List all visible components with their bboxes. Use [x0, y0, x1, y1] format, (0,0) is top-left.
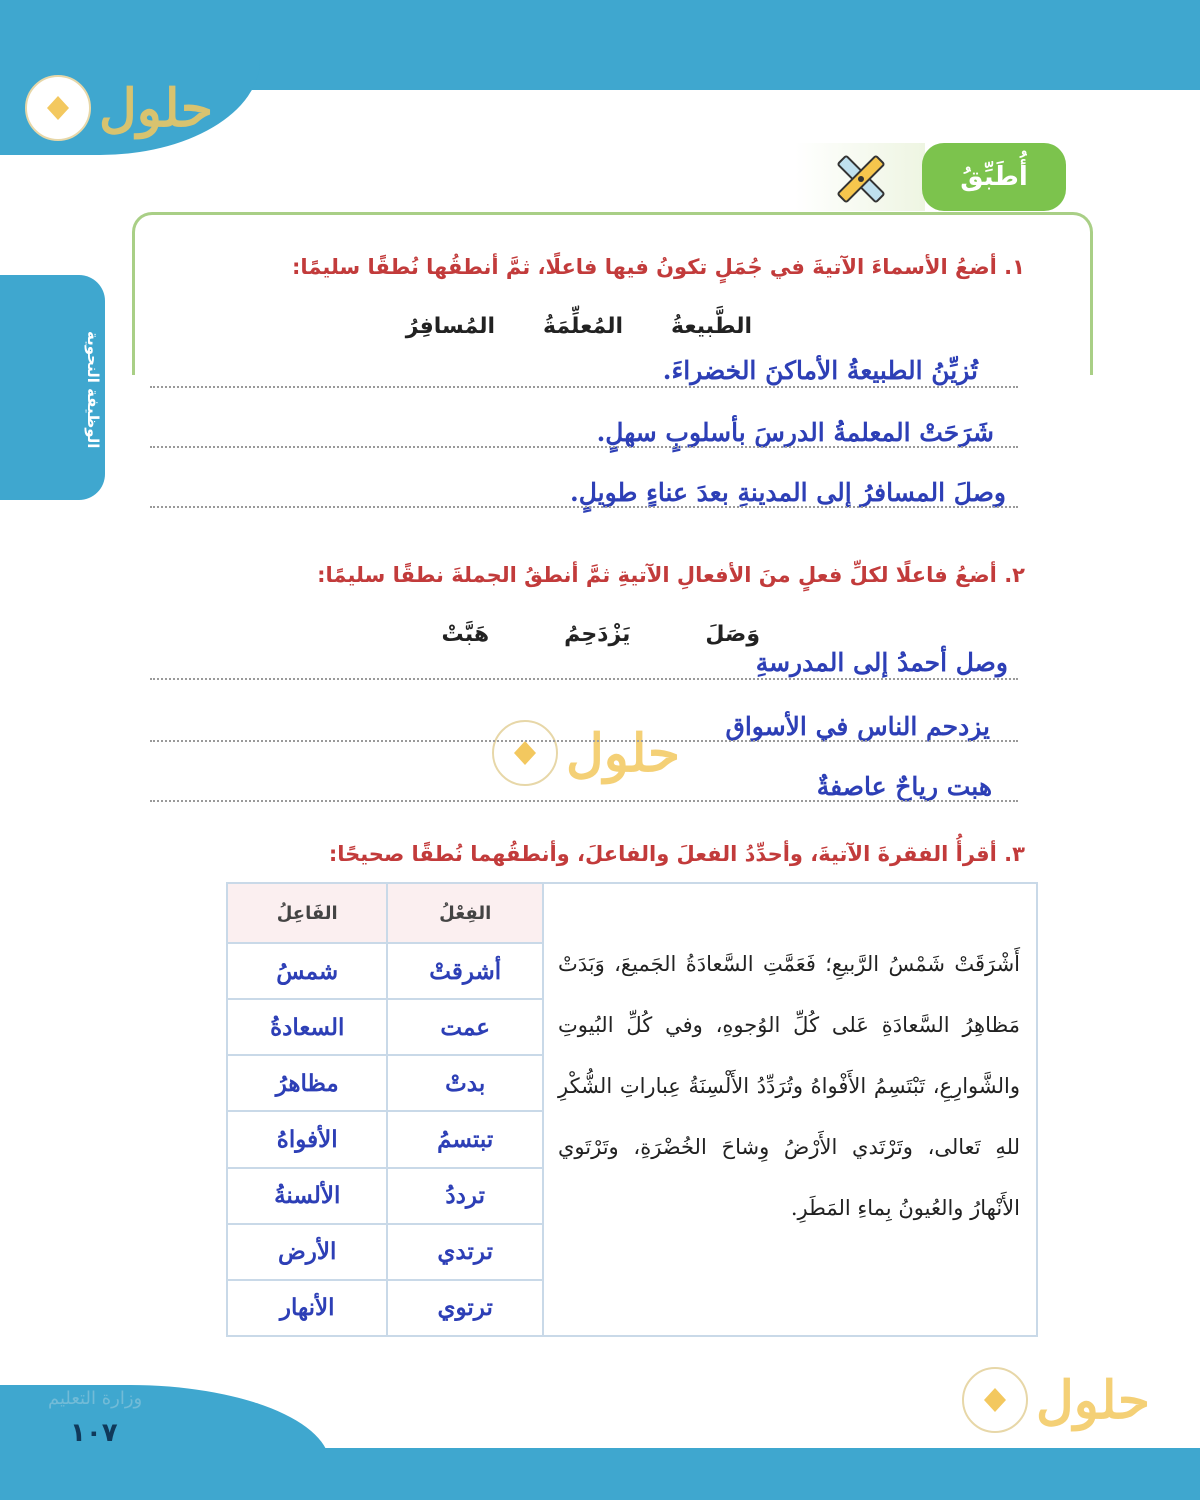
logo-text: حلول	[566, 722, 681, 784]
q2-answer-1: وصل أحمدُ إلى المدرسةِ	[755, 648, 1008, 677]
subject-cell: مظاهرُ	[227, 1055, 387, 1111]
paragraph-cell: أَشْرَقَتْ شَمْسُ الرَّبيعِ؛ فَعَمَّتِ السَّعادَةُ الجَميعَ، وَبَدَتْ مَظاهِرُ السَّعادَةِ عَلى كُلِّ الوُجوهِ، وفي كُلِّ البُيوتِ والشَّوارِعِ، تَبْتَسِمُ الأَفْواهُ وتُرَدِّدُ الأَلْسِنَةُ عِباراتِ الشُّكْرِ للهِ تَعالى، وتَرْتَدي الأَرْضُ وِشاحَ الخُضْرَةِ، وتَرْتَوي الأَنْهارُ والعُيونُ بِماءِ المَطَرِ.	[543, 883, 1037, 1336]
subject-cell: شمسُ	[227, 943, 387, 999]
q2-answer-3: هبت رياحٌ عاصفةٌ	[816, 772, 992, 801]
ministry-logo-text: وزارة التعليم	[48, 1388, 143, 1409]
subject-cell: الأنهار	[227, 1280, 387, 1336]
q3-title: ٣. أقرأُ الفقرةَ الآتيةَ، وأحدِّدُ الفعلَ والفاعلَ، وأنطقُهما نُطقًا صحيحًا:	[328, 842, 1025, 866]
answer-line	[150, 384, 1018, 388]
book-icon	[962, 1367, 1028, 1433]
practice-badge: أُطَبِّقُ	[922, 143, 1066, 211]
verb-cell: أشرقتْ	[387, 943, 543, 999]
answer-line	[150, 504, 1018, 508]
exercise-frame	[132, 212, 1093, 375]
book-icon	[492, 720, 558, 786]
column-header-verb: الفِعْلُ	[387, 883, 543, 943]
q2-title: ٢. أضعُ فاعلًا لكلِّ فعلٍ منَ الأفعالِ الآتيةِ ثمَّ أنطقُ الجملةَ نطقًا سليمًا:	[317, 563, 1025, 587]
answer-line	[150, 444, 1018, 448]
q1-word: المُعلِّمَةُ	[543, 314, 624, 339]
logo-text: حلول	[1036, 1369, 1151, 1431]
subject-cell: الأفواهُ	[227, 1111, 387, 1167]
q2-word: وَصَلَ	[705, 622, 760, 647]
q2-word: هَبَّتْ	[441, 622, 490, 647]
logo-top	[25, 73, 213, 143]
page-number: ١٠٧	[70, 1418, 118, 1448]
q1-answer-2: شَرَحَتْ المعلمةُ الدرسَ بأسلوبٍ سهلٍ.	[596, 418, 994, 447]
verb-subject-table	[226, 882, 1038, 1337]
subject-cell: الأرض	[227, 1224, 387, 1280]
q1-title: ١. أضعُ الأسماءَ الآتيةَ في جُمَلٍ تكونُ فيها فاعلًا، ثمَّ أنطقُها نُطقًا سليمًا:	[292, 255, 1025, 279]
verb-cell: بدتْ	[387, 1055, 543, 1111]
logo-middle	[492, 718, 680, 788]
answer-line	[150, 738, 1018, 742]
q2-answer-2: يزدحم الناس في الأسواق	[725, 712, 990, 741]
q1-word: الطَّبيعةُ	[671, 314, 752, 339]
answer-line	[150, 676, 1018, 680]
verb-cell: ترتوي	[387, 1280, 543, 1336]
q1-answer-1: تُزيِّنُ الطبيعةُ الأماكنَ الخضراءَ.	[662, 356, 978, 385]
logo-text: حلول	[99, 77, 214, 139]
verb-cell: ترتدي	[387, 1224, 543, 1280]
q2-word: يَزْدَحِمُ	[564, 622, 631, 647]
answer-line	[150, 798, 1018, 802]
verb-cell: تبتسمُ	[387, 1111, 543, 1167]
subject-cell: السعادةُ	[227, 999, 387, 1055]
verb-cell: عمت	[387, 999, 543, 1055]
side-tab-label: الوظيفة النحوية	[84, 331, 102, 449]
column-header-subject: الفَاعِلُ	[227, 883, 387, 943]
logo-bottom	[962, 1365, 1150, 1435]
verb-cell: ترددُ	[387, 1168, 543, 1224]
subject-cell: الألسنةُ	[227, 1168, 387, 1224]
q1-word: المُسافِرُ	[405, 314, 495, 339]
pencil-ruler-icon	[828, 147, 894, 211]
q2-words	[442, 622, 760, 647]
q1-words	[406, 314, 752, 339]
book-icon	[25, 75, 91, 141]
q1-answer-3: وصلَ المسافرُ إلى المدينةِ بعدَ عناءٍ طويلٍ.	[570, 478, 1006, 507]
bottom-band	[0, 1448, 1200, 1500]
